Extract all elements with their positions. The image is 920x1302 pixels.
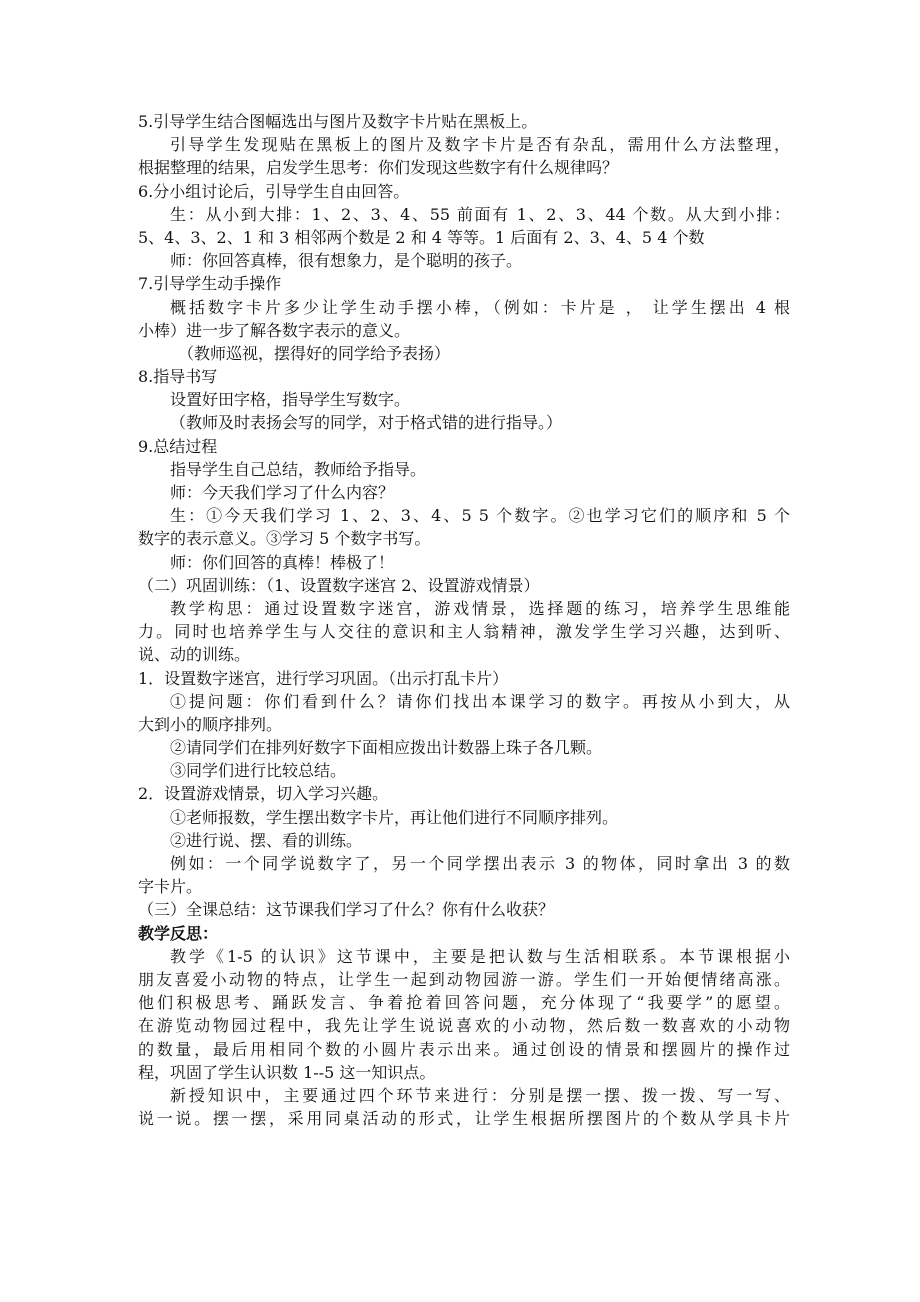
text-line: 概括数字卡片多少让学生动手摆小棒，（例如：卡片是 ， 让学生摆出 4 根: [170, 297, 790, 317]
text-line: 力。同时也培养学生与人交往的意识和主人翁精神，激发学生学习兴趣，达到听、: [138, 622, 790, 642]
text-line: 大到小的顺序排列。: [138, 714, 283, 734]
text-line: 教学构思：通过设置数字迷宫，游戏情景，选择题的练习，培养学生思维能: [170, 598, 790, 618]
section-heading: （三）全课总结：这节课我们学习了什么？你有什么收获？: [138, 900, 555, 920]
text-line: 教学《1-5 的认识》这节课中，主要是把认数与生活相联系。本节课根据小: [170, 946, 790, 966]
text-line: 的数量，最后用相同个数的小圆片表示出来。通过创设的情景和摆圆片的操作过: [138, 1039, 790, 1059]
text-line: 数字的表示意义。③学习 5 个数字书写。: [138, 529, 431, 549]
text-line: 程，巩固了学生认识数 1--5 这一知识点。: [138, 1062, 436, 1082]
text-line: 字卡片。: [138, 877, 203, 897]
text-line: 5.引导学生结合图幅选出与图片及数字卡片贴在黑板上。: [138, 112, 538, 131]
section-heading: （二）巩固训练：（1、设置数字迷宫 2、设置游戏情景）: [138, 575, 540, 595]
text-line: 他们积极思考、踊跃发言、争着抢着回答问题，充分体现了“我要学”的愿望。: [138, 993, 790, 1013]
text-line: 根据整理的结果，启发学生思考：你们发现这些数字有什么规律吗？: [138, 158, 619, 178]
text-line: 5、4、3、2、1 和 3 相邻两个数是 2 和 4 等等。1 后面有 2、3、4、5 4 个数: [138, 227, 705, 247]
text-line: 生：①今天我们学习 1、2、3、4、5 5 个数字。②也学习它们的顺序和 5 个: [170, 506, 790, 526]
text-line: ②请同学们在排列好数字下面相应拨出计数器上珠子各几颗。: [170, 738, 603, 758]
text-line: 9.总结过程: [138, 436, 218, 456]
text-line: 说、动的训练。: [138, 645, 251, 665]
reflection-heading: 教学反思：: [138, 923, 219, 943]
text-line: 2．设置游戏情景，切入学习兴趣。: [138, 784, 389, 804]
text-line: 1．设置数字迷宫，进行学习巩固。（出示打乱卡片）: [138, 668, 509, 688]
text-line: 小棒）进一步了解各数字表示的意义。: [138, 320, 411, 340]
text-line: 师：今天我们学习了什么内容？: [170, 483, 395, 502]
text-line: 7.引导学生动手操作: [138, 274, 282, 294]
text-line: ③同学们进行比较总结。: [170, 761, 347, 781]
text-line: 6.分小组讨论后，引导学生自由回答。: [138, 181, 410, 201]
text-line: ①老师报数，学生摆出数字卡片，再让他们进行不同顺序排列。: [170, 807, 619, 827]
text-line: 8.指导书写: [138, 367, 218, 387]
text-line: 朋友喜爱小动物的特点，让学生一起到动物园游一游。学生们一开始便情绪高涨。: [138, 969, 790, 989]
text-line: 引导学生发现贴在黑板上的图片及数字卡片是否有杂乱，需用什么方法整理，: [170, 135, 790, 155]
text-line: 生：从小到大排：1、2、3、4、55 前面有 1、2、3、44 个数。从大到小排：: [170, 204, 790, 224]
text-line: 师：你们回答的真棒！棒极了！: [170, 552, 395, 572]
text-line: 在游览动物园过程中，我先让学生说说喜欢的小动物，然后数一数喜欢的小动物: [138, 1016, 790, 1036]
text-line: 指导学生自己总结，教师给予指导。: [170, 459, 427, 479]
text-line: 师：你回答真棒，很有想象力，是个聪明的孩子。: [170, 251, 523, 271]
text-line: （教师巡视，摆得好的同学给予表扬）: [178, 343, 451, 363]
text-line: 设置好田字格，指导学生写数字。: [170, 390, 411, 410]
text-line: 新授知识中，主要通过四个环节来进行：分别是摆一摆、拨一拨、写一写、: [170, 1085, 790, 1105]
text-line: （教师及时表扬会写的同学，对于格式错的进行指导。）: [170, 413, 563, 433]
text-line: ②进行说、摆、看的训练。: [170, 830, 363, 850]
document-body: [138, 110, 790, 1130]
text-line: 例如：一个同学说数字了，另一个同学摆出表示 3 的物体，同时拿出 3 的数: [170, 854, 790, 873]
text-line: ①提问题：你们看到什么？请你们找出本课学习的数字。再按从小到大，从: [170, 691, 790, 711]
text-line: 说一说。摆一摆，采用同桌活动的形式，让学生根据所摆图片的个数从学具卡片: [138, 1109, 790, 1129]
